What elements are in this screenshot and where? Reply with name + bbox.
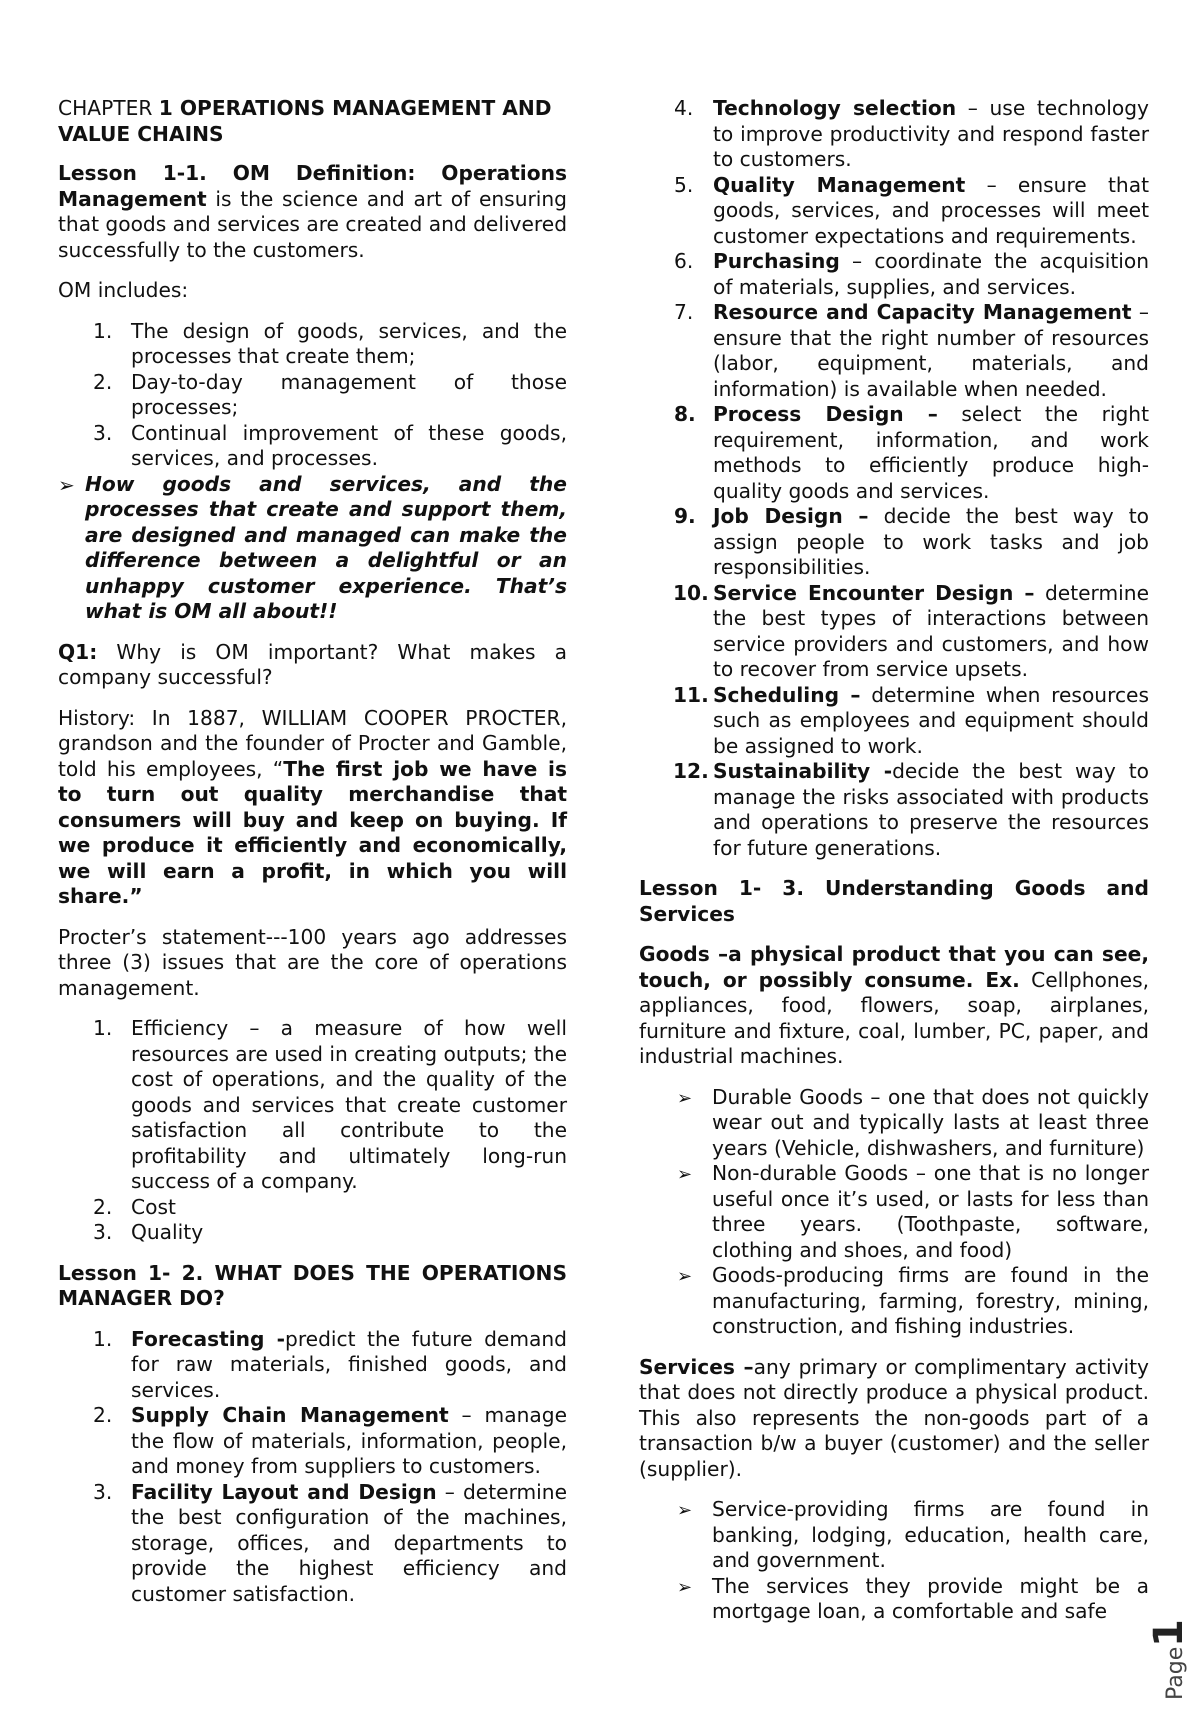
list-item: ➢ The services they provide might be a mortgage loan, a comfortable and safe [677,1573,1149,1623]
list-item: ➢ Service-providing firms are found in banking, lodging, education, health care, and government. [677,1497,1149,1572]
history-paragraph: History: In 1887, WILLIAM COOPER PROCTER, grandson and the founder of Procter and Gamble, told his employees, “The first job we have is to turn out quality merchandise that consumers will buy and keep on buying. If we produce it efficiently and economically, we will earn a profit, in which you will share.” [58,705,567,908]
arrowhead-bullet-icon: ➢ [677,1266,693,1287]
lesson-1-3-heading: Lesson 1- 3. Understanding Goods and Services [639,876,1149,926]
list-item: ➢ Durable Goods – one that does not quickly wear out and typically lasts at least three years (Vehicle, dishwashers, and furniture) [677,1084,1149,1160]
list-item: 9. Job Design – decide the best way to assign people to work tasks and job responsibilities. [674,504,1149,579]
left-column [58,96,567,1622]
goods-definition: Goods –a physical product that you can see, touch, or possibly consume. Ex. Cellphones, appliances, food, flowers, soap, airplanes, furniture and fixture, coal, lumber, PC, paper, and industrial machines. [639,942,1149,1068]
manager-tasks-list-1 [58,1327,567,1608]
manager-tasks-list-2 [639,96,1149,861]
chapter-title-bold: 1 OPERATIONS MANAGEMENT AND VALUE CHAINS [58,96,552,146]
services-definition: Services –any primary or complimentary activity that does not directly produce a physical product. This also represents the non-goods part of a transaction b/w a buyer (customer) and the seller (supplier). [639,1354,1149,1481]
list-item: 2. Supply Chain Management – manage the flow of materials, information, people, and money from suppliers to customers. [93,1403,567,1478]
list-item: 5. Quality Management – ensure that goods, services, and processes will meet customer expectations and requirements. [674,172,1149,248]
list-item: 3. Continual improvement of these goods, services, and processes. [93,420,567,470]
list-item: 11. Scheduling – determine when resources such as employees and equipment should be assigned to work. [673,682,1149,758]
lesson-1-1-paragraph: Lesson 1-1. OM Definition: Operations Management is the science and art of ensuring that goods and services are created and delivered successfully to the customers. [58,161,568,262]
list-item: ➢ Goods-producing firms are found in the manufacturing, farming, forestry, mining, construction, and fishing industries. [677,1263,1149,1338]
om-includes-label: OM includes: [58,278,189,302]
list-item: 3. Facility Layout and Design – determine the best configuration of the machines, storage, offices, and departments to provide the highest efficiency and customer satisfaction. [93,1479,567,1606]
page-label: Page [1163,1646,1188,1700]
list-item: ➢ Non-durable Goods – one that is no longer useful once it’s used, or lasts for less than three years. (Toothpaste, software, clothing and shoes, and food) [677,1161,1149,1262]
core-issues-list [58,1016,567,1246]
om-callout: ➢ How goods and services, and the processes that create and support them, are designed and managed can make the difference between a delightful or an unhappy customer experience. That’s what is OM all about!! [58,471,567,623]
page-number: 1 [1146,1619,1192,1647]
list-item: 10. Service Encounter Design – determine the best types of interactions between service providers and customers, and how to recover from service upsets. [673,580,1149,681]
right-column [639,96,1149,1640]
list-item: 12. Sustainability -decide the best way to manage the risks associated with products and operations to preserve the resources for future generations. [673,759,1149,860]
procter-statement: Procter’s statement---100 years ago addresses three (3) issues that are the core of operations management. [58,924,567,1000]
list-item: 4. Technology selection – use technology to improve productivity and respond faster to customers. [674,96,1149,171]
list-item: 1. Efficiency – a measure of how well resources are used in creating outputs; the cost of operations, and the quality of the goods and services that create customer satisfaction all contribute to the profitability and ultimately long-run success of a company. [93,1016,567,1193]
chapter-title: CHAPTER 1 OPERATIONS MANAGEMENT AND VALUE CHAINS [58,96,552,146]
q1-paragraph: Q1: Why is OM important? What makes a company successful? [58,639,567,689]
goods-bullet-list [639,1085,1149,1340]
list-item: 2. Cost [93,1194,176,1219]
list-item: 2. Day-to-day management of those processes; [93,369,567,419]
services-bullet-list [639,1497,1149,1625]
om-includes-list [58,319,567,472]
arrowhead-bullet-icon: ➢ [58,472,75,497]
arrowhead-bullet-icon: ➢ [677,1164,693,1185]
arrowhead-bullet-icon: ➢ [677,1576,693,1598]
lesson-1-2-heading: Lesson 1- 2. WHAT DOES THE OPERATIONS MANAGER DO? [58,1260,567,1310]
list-item: 1. The design of goods, services, and the processes that create them; [93,318,567,368]
list-item: 6. Purchasing – coordinate the acquisition of materials, supplies, and services. [674,249,1149,299]
list-item: 8. Process Design – select the right requirement, information, and work methods to efficiently produce high-quality goods and services. [674,402,1150,503]
lesson-1-1-heading: Lesson 1-1. OM Definition: Operations Management [58,161,567,211]
list-item: 7. Resource and Capacity Management – ensure that the right number of resources (labor, equipment, materials, and information) is available when needed. [674,300,1149,401]
arrowhead-bullet-icon: ➢ [677,1500,693,1521]
arrowhead-bullet-icon: ➢ [677,1087,693,1109]
procter-quote: The first job we have is to turn out quality merchandise that consumers will buy and keep on buying. If we produce it efficiently and economically, we will earn a profit, in which you will share. [58,756,567,908]
list-item: 1. Forecasting -predict the future demand for raw materials, finished goods, and services. [93,1326,567,1402]
list-item: 3. Quality [93,1220,204,1244]
q1-label: Q1: [58,639,98,664]
